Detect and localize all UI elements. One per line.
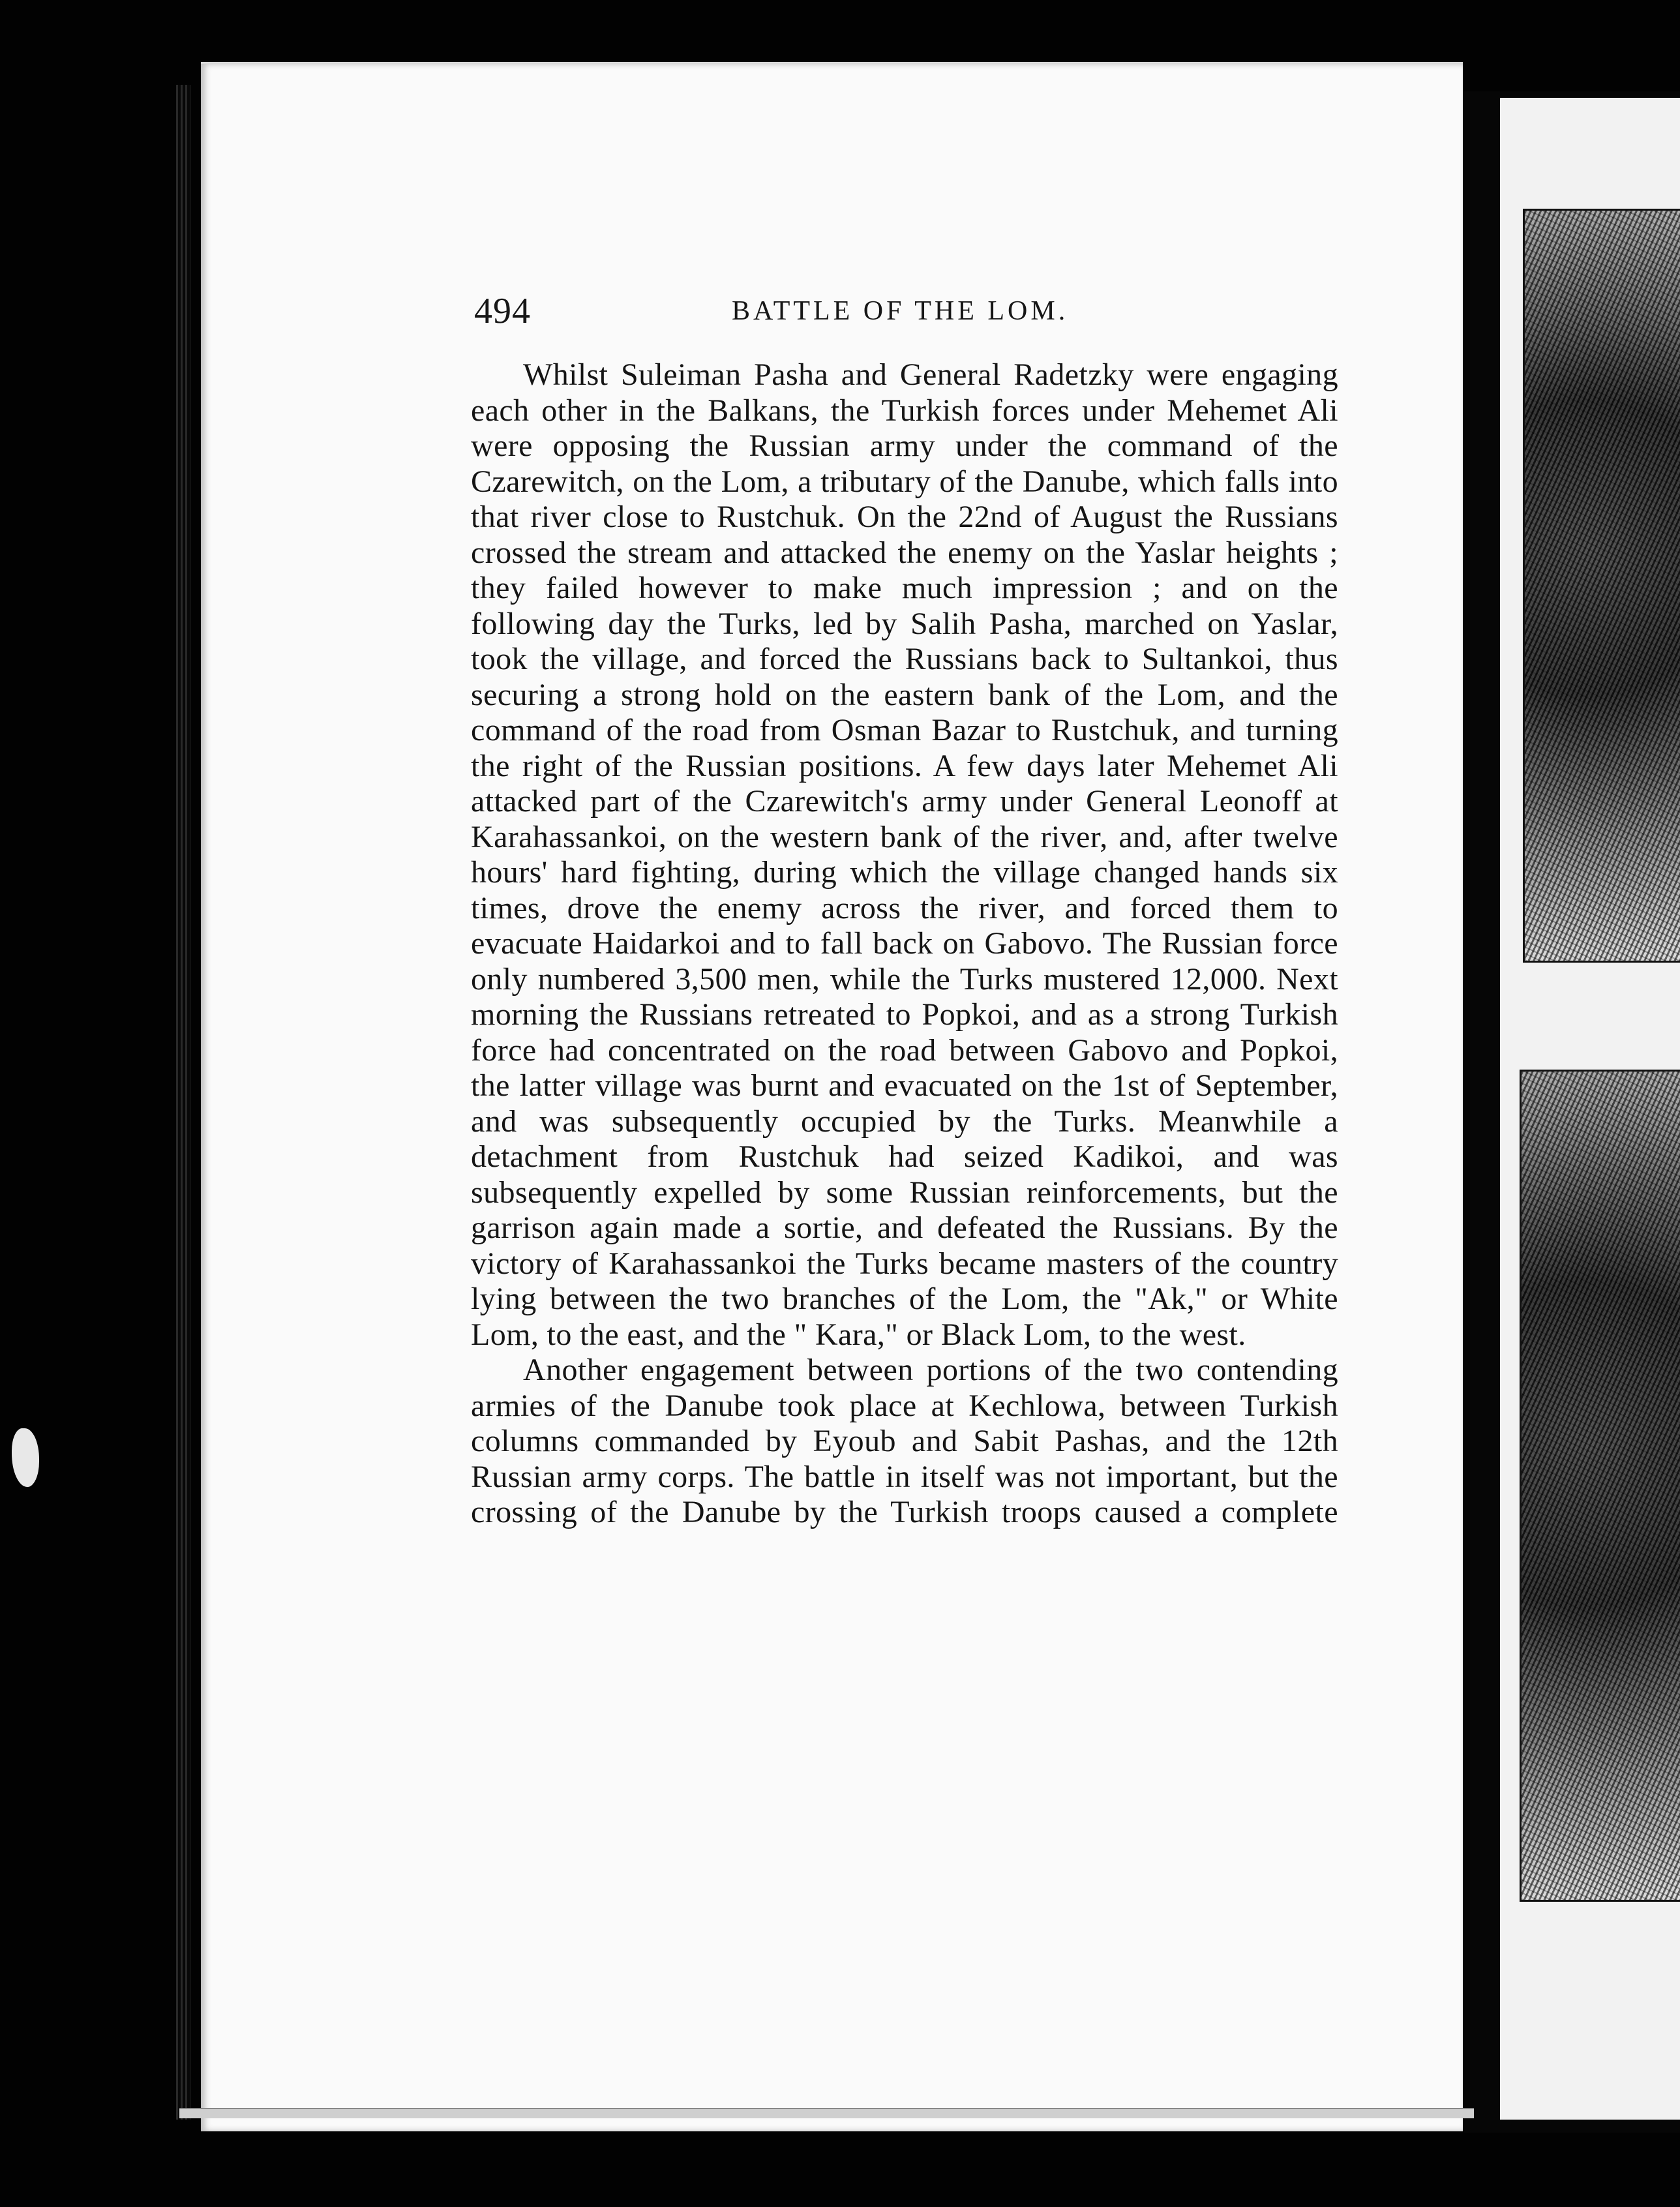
page-number: 494 xyxy=(474,291,531,331)
paragraph: Another engagement between portions of the two contending armies of the Danube took place at Kechlowa, between Turkish columns commanded by Eyoub and Sabit Pashas, and the 12th Russian army corps. The battle in itself was not important, but the crossing of the Danube by the Turkish troops caused a complete xyxy=(471,1353,1338,1529)
engraving-illustration-bottom xyxy=(1520,1070,1680,1902)
book-binding-edge xyxy=(176,85,190,2120)
page-header xyxy=(474,290,1342,336)
paragraph: Whilst Suleiman Pasha and General Radetzky were engaging each other in the Balkans, the Turkish forces under Mehemet Ali were opposing the Russian army under the command of the Czarewitch, on the Lom, a tributary of the Danube, which falls into that river close to Rustchuk. On the 22nd of August the Russians crossed the stream and attacked the enemy on the Yaslar heights ; they failed however to make much impression ; and on the following day the Turks, led by Salih Pasha, marched on Yaslar, took the village, and forced the Russians back to Sultankoi, thus securing a strong hold on the eastern bank of the Lom, and the command of the road from Osman Bazar to Rustchuk, and turning the right of the Russian positions. A few days later Mehemet Ali attacked part of the Czarewitch's army under General Leonoff at Karahassankoi, on the western bank of the river, and, after twelve hours' hard fighting, during which the village changed hands six times, drove the enemy across the river, and forced them to evacuate Haidarkoi and to fall back on Gabovo. The Russian force only numbered 3,500 men, while the Turks mustered 12,000. Next morning the Russians retreated to Popkoi, and as a strong Turkish force had concentrated on the road between Gabovo and Popkoi, the latter village was burnt and evacuated on the 1st of September, and was subsequently occupied by the Turks. Meanwhile a detachment from Rustchuk had seized Kadikoi, and was subsequently expelled by some Russian reinforcements, but the garrison again made a sortie, and defeated the Russians. By the victory of Karahassankoi the Turks became masters of the country lying between the two branches of the Lom, the "Ak," or White Lom, to the east, and the " Kara," or Black Lom, to the west. xyxy=(471,357,1338,1352)
engraving-illustration-top xyxy=(1523,209,1680,963)
running-head: BATTLE OF THE LOM. xyxy=(732,296,1069,326)
page-bottom-edge xyxy=(179,2108,1474,2118)
scan-speck xyxy=(12,1428,39,1487)
body-text xyxy=(471,357,1338,1531)
